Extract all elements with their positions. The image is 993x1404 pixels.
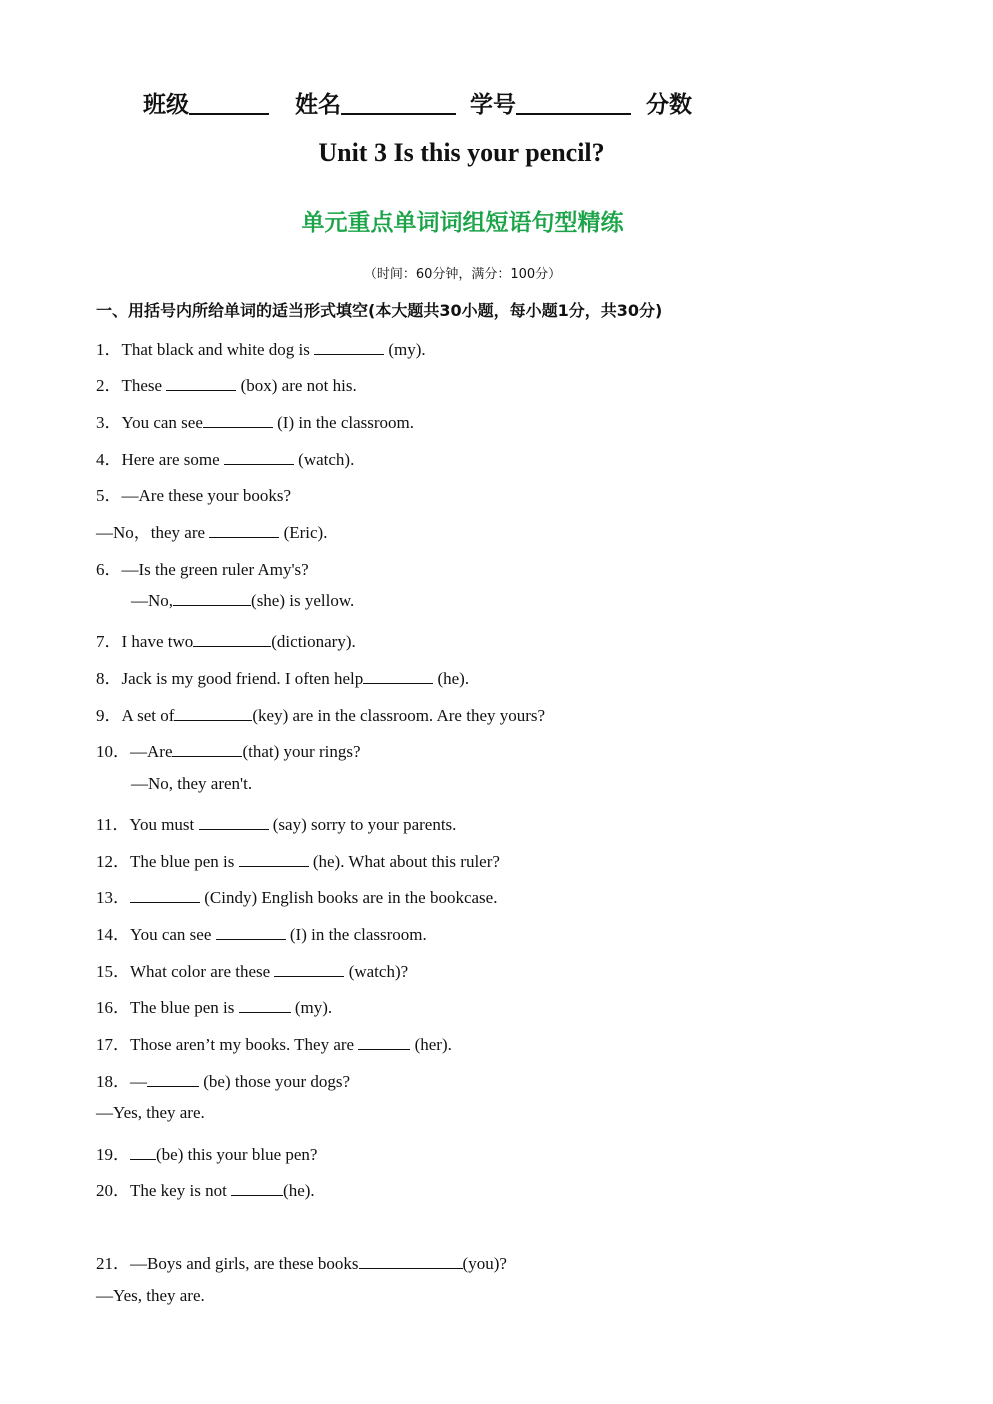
question-line <box>96 371 357 396</box>
question-text: 11．You must <box>96 815 199 834</box>
question-text: 8．Jack is my good friend. I often help <box>96 669 364 688</box>
question-text: (dictionary). <box>271 632 356 651</box>
question-text: 14．You can see <box>96 925 216 944</box>
answer-blank[interactable] <box>199 815 269 830</box>
question-line <box>96 335 426 360</box>
question-text: (that) your rings? <box>242 742 361 761</box>
answer-blank[interactable] <box>173 591 251 606</box>
answer-blank[interactable] <box>231 1181 283 1196</box>
question-line <box>96 701 545 726</box>
section-heading: 一、用括号内所给单词的适当形式填空(本大题共30小题，每小题1分，共30分) <box>96 301 663 320</box>
question-line <box>96 810 456 835</box>
answer-blank[interactable] <box>274 962 344 977</box>
answer-blank[interactable] <box>358 1035 410 1050</box>
question-text: 1．That black and white dog is <box>96 340 315 359</box>
class-field[interactable] <box>189 113 269 115</box>
question-line <box>96 627 356 652</box>
question-line <box>96 1067 350 1092</box>
answer-blank[interactable] <box>224 450 294 465</box>
score-label: 分数 <box>646 92 692 118</box>
question-text: —Yes, they are. <box>96 1286 205 1305</box>
question-text: (he). <box>283 1181 315 1200</box>
answer-blank[interactable] <box>193 632 271 647</box>
question-line <box>96 920 427 945</box>
question-text: 4．Here are some <box>96 450 224 469</box>
question-text: 3．You can see <box>96 413 203 432</box>
question-line <box>96 445 354 470</box>
question-text: —No, they aren't. <box>131 774 253 793</box>
student-id-field[interactable] <box>516 113 631 115</box>
question-text: (my). <box>384 340 426 359</box>
question-text: (box) are not his. <box>236 376 357 395</box>
question-text: 20．The key is not <box>96 1181 232 1200</box>
answer-blank[interactable] <box>203 413 273 428</box>
question-line <box>96 847 500 872</box>
question-line <box>96 481 291 506</box>
question-text: (be) this your blue pen? <box>156 1145 318 1164</box>
question-text: (he). What about this ruler? <box>308 852 500 871</box>
question-line <box>96 518 327 543</box>
answer-blank[interactable] <box>239 852 309 867</box>
question-text: —No, <box>131 591 174 610</box>
question-text: (Cindy) English books are in the bookcase. <box>200 888 498 907</box>
question-text: (say) sorry to your parents. <box>268 815 457 834</box>
question-text: 6．—Is the green ruler Amy's? <box>96 560 309 579</box>
question-text: 5．—Are these your books? <box>96 486 291 505</box>
question-line <box>96 664 469 689</box>
page-title: Unit 3 Is this your pencil? <box>318 138 605 167</box>
question-text: (I) in the classroom. <box>272 413 415 432</box>
question-text: 7．I have two <box>96 632 194 651</box>
page-subtitle: 单元重点单词词组短语句型精练 <box>301 210 624 236</box>
name-label: 姓名 <box>295 92 341 118</box>
question-text: (key) are in the classroom. Are they yours? <box>252 706 546 725</box>
question-text: 15．What color are these <box>96 962 275 981</box>
answer-blank[interactable] <box>172 742 242 757</box>
question-text: 16．The blue pen is <box>96 998 239 1017</box>
question-line <box>96 408 414 433</box>
question-line <box>96 1103 205 1123</box>
answer-blank[interactable] <box>130 1145 156 1160</box>
question-text: (you)? <box>462 1254 507 1273</box>
question-text: (her). <box>410 1035 452 1054</box>
question-line <box>96 1286 205 1306</box>
answer-blank[interactable] <box>209 523 279 538</box>
question-text: 12．The blue pen is <box>96 852 239 871</box>
time-and-score-note: （时间：60分钟，满分：100分） <box>363 267 562 282</box>
answer-blank[interactable] <box>239 998 291 1013</box>
name-field[interactable] <box>341 113 456 115</box>
question-line <box>96 737 361 762</box>
question-text: 2．These <box>96 376 167 395</box>
student-info-header <box>0 86 993 120</box>
question-text: 9．A set of <box>96 706 175 725</box>
question-text: 17．Those aren’t my books. They are <box>96 1035 359 1054</box>
question-text: —No，they are <box>96 523 210 542</box>
student-id-label: 学号 <box>470 92 516 118</box>
question-text: 10．—Are <box>96 742 173 761</box>
question-line <box>96 1249 507 1274</box>
question-text: (he). <box>433 669 470 688</box>
question-text: 21．—Boys and girls, are these books <box>96 1254 359 1273</box>
answer-blank[interactable] <box>363 669 433 684</box>
answer-blank[interactable] <box>166 376 236 391</box>
question-text: —Yes, they are. <box>96 1103 205 1122</box>
question-line <box>96 993 332 1018</box>
question-text: (watch)? <box>344 962 409 981</box>
question-line <box>131 591 354 611</box>
question-text: 19． <box>96 1145 130 1164</box>
question-line <box>96 1140 317 1165</box>
question-text: (be) those your dogs? <box>199 1072 351 1091</box>
answer-blank[interactable] <box>174 706 252 721</box>
question-line <box>96 957 408 982</box>
answer-blank[interactable] <box>359 1254 463 1269</box>
question-text: 18．— <box>96 1072 147 1091</box>
class-label: 班级 <box>143 92 189 118</box>
answer-blank[interactable] <box>314 340 384 355</box>
question-line <box>131 774 252 794</box>
question-text: (watch). <box>293 450 355 469</box>
answer-blank[interactable] <box>216 925 286 940</box>
question-line <box>96 883 497 908</box>
answer-blank[interactable] <box>130 888 200 903</box>
question-text: 13． <box>96 888 130 907</box>
question-line <box>96 1030 452 1055</box>
question-text: (my). <box>290 998 333 1017</box>
answer-blank[interactable] <box>147 1072 199 1087</box>
question-text: (I) in the classroom. <box>285 925 427 944</box>
question-line <box>96 555 309 580</box>
question-line <box>96 1176 315 1201</box>
question-text: (Eric). <box>279 523 328 542</box>
question-text: (she) is yellow. <box>251 591 355 610</box>
